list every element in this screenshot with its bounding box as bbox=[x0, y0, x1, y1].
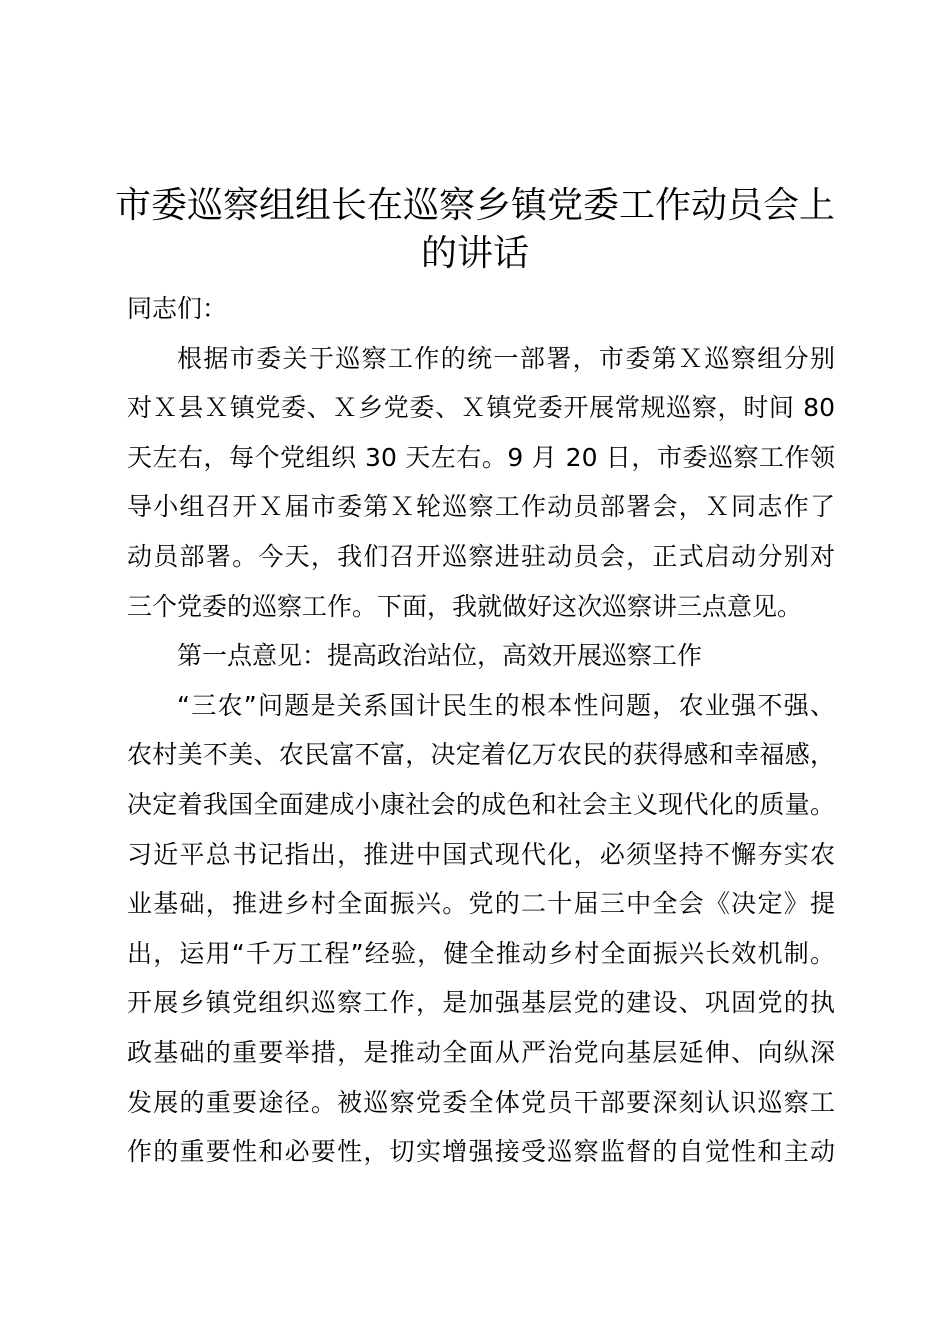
document-title bbox=[110, 182, 840, 278]
body-line: “三农”问题是关系国计民生的根本性问题，农业强不强、 bbox=[177, 690, 835, 720]
salutation: 同志们： bbox=[127, 294, 228, 323]
title-line-2: 的讲话 bbox=[420, 233, 529, 274]
document-body bbox=[127, 284, 835, 1177]
body-line: 发展的重要途径。被巡察党委全体党员干部要深刻认识巡察工 bbox=[127, 1087, 835, 1117]
body-line: 农村美不美、农民富不富，决定着亿万农民的获得感和幸福感， bbox=[127, 740, 835, 770]
title-line-1: 市委巡察组组长在巡察乡镇党委工作动员会上 bbox=[114, 185, 835, 226]
body-line: 政基础的重要举措，是推动全面从严治党向基层延伸、向纵深 bbox=[127, 1037, 835, 1067]
body-line: 导小组召开Ｘ届市委第Ｘ轮巡察工作动员部署会，Ｘ同志作了 bbox=[127, 492, 835, 522]
body-line: 习近平总书记指出，推进中国式现代化，必须坚持不懈夯实农 bbox=[127, 839, 835, 869]
body-line: 根据市委关于巡察工作的统一部署，市委第Ｘ巡察组分别 bbox=[177, 343, 835, 373]
body-line: 对Ｘ县Ｘ镇党委、Ｘ乡党委、Ｘ镇党委开展常规巡察，时间 80 bbox=[127, 393, 835, 423]
body-line: 决定着我国全面建成小康社会的成色和社会主义现代化的质量。 bbox=[127, 789, 835, 819]
body-line: 动员部署。今天，我们召开巡察进驻动员会，正式启动分别对 bbox=[127, 541, 835, 571]
section-heading: 第一点意见：提高政治站位，高效开展巡察工作 bbox=[177, 641, 703, 671]
body-line: 出，运用“千万工程”经验，健全推动乡村全面振兴长效机制。 bbox=[127, 938, 835, 968]
body-line: 业基础，推进乡村全面振兴。党的二十届三中全会《决定》提 bbox=[127, 889, 835, 919]
body-line: 作的重要性和必要性，切实增强接受巡察监督的自觉性和主动 bbox=[127, 1137, 835, 1167]
body-line: 开展乡镇党组织巡察工作，是加强基层党的建设、巩固党的执 bbox=[127, 988, 835, 1018]
body-line: 天左右，每个党组织 30 天左右。9 月 20 日，市委巡察工作领 bbox=[127, 442, 835, 472]
body-line: 三个党委的巡察工作。下面，我就做好这次巡察讲三点意见。 bbox=[127, 591, 803, 621]
